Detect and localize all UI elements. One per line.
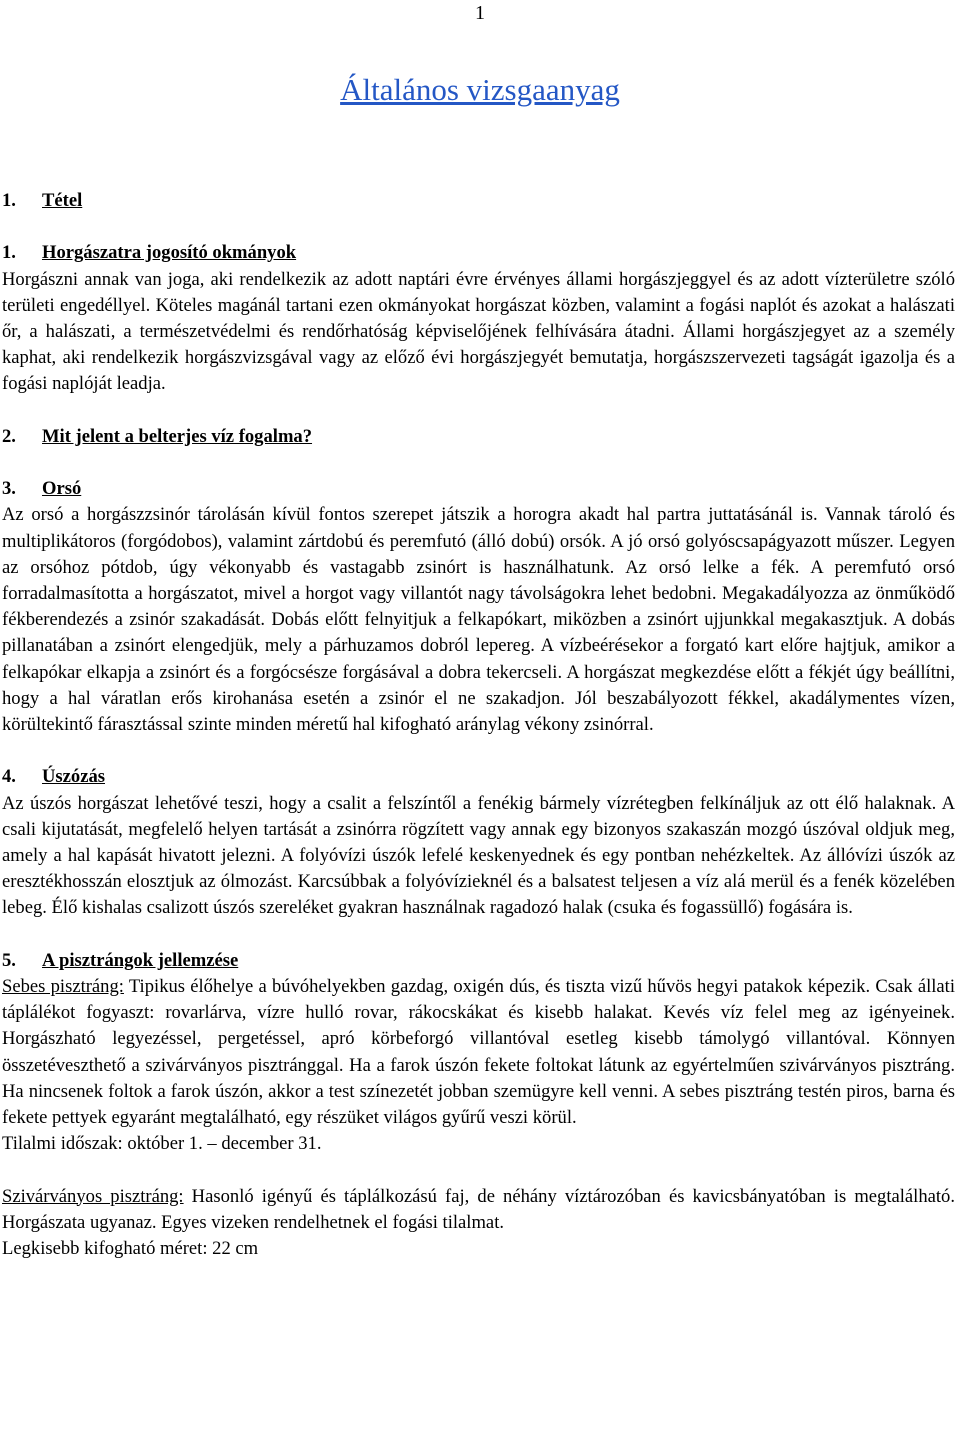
page-number: 1 (475, 2, 485, 24)
document-content (2, 188, 955, 1262)
trout-description: Hasonló igényű és táplálkozású faj, de néhány víztározóban és kavicsbányatóban is megtalálható. Horgászata ugyanaz. Egyes vizeken rendelhetnek el fogási tilalmat. (2, 1185, 955, 1233)
trout-closed-season: Tilalmi időszak: október 1. – december 31. (2, 1133, 322, 1155)
section-number: 2. (2, 425, 16, 447)
section-body-1: Horgászni annak van joga, aki rendelkezik az adott naptári évre érvényes állami horgászjeggyel és az adott vízterületre szóló területi engedéllyel. Köteles magánál tartani ezen okmányokat horgászat közben, valamint a fogási naplót és azokat a halászati őr, a halászati, a természetvédelmi és rendőrhatóság képviselőjének felhívására átadni. Állami horgászjegyet az a személy kaphat, aki rendelkezik horgászvizsgával vagy az előző évi horgászjegyét bemutatja, horgászszervezeti tagságát igazolja és a fogási naplóját leadja. (2, 268, 955, 395)
tetel-heading (2, 188, 955, 214)
section-heading-5 (2, 948, 955, 974)
section-heading-1 (2, 240, 955, 266)
document-title[interactable]: Általános vizsgaanyag (340, 72, 620, 107)
section-number: 5. (2, 949, 16, 971)
section-title: Mit jelent a belterjes víz fogalma? (42, 425, 313, 447)
section-body-3: Az orsó a horgászzsinór tárolásán kívül fontos szerepet játszik a horogra akadt hal partra juttatásánál is. Vannak tároló és multiplikátoros (forgódobos), valamint zártdobú és peremfutó (álló dobú) orsók. A jó orsó golyóscsapágyazott műszer. Legyen az orsóhoz pótdob, úgy vékonyabb és vastagabb zsinórt is használhatunk. Az orsó lelke a fék. A peremfutó orsó forradalmasította a horgászatot, mivel a horgot vagy villantót nagy távolságokra lehet bedobni. Megakadályozza az önműködő fékberendezés a zsinór szakadását. Dobás előtt felnyitjuk a felkapókart, miközben a zsinórt ujjunkkal megakasztjuk. A dobás pillanatában a zsinórt elengedjük, mely a párhuzamos dobról lepereg. A vízbeérésekor a forgató kart előre hajtjuk, amikor a felkapókar elkapja a zsinórt és a forgócsésze forgásával a dobra tekercseli. A horgászat megkezdése előtt a fékjét úgy beállítni, hogy a hal váratlan erős kirohanása esetén a zsinór el ne szakadjon. Jól beszabályozott fékkel, akadálymentes vízen, körültekintő fárasztással szinte minden méretű hal kifogható aránylag vékony zsinórral. (2, 504, 955, 736)
tetel-label: Tétel (42, 190, 83, 211)
trout-paragraph-szivarvanyos (2, 1184, 955, 1236)
section-number: 4. (2, 766, 16, 788)
section-title: A pisztrángok jellemzése (42, 949, 239, 971)
section-heading-4 (2, 764, 955, 790)
trout-paragraph-sebes (2, 974, 955, 1131)
section-number: 1. (2, 242, 16, 264)
section-heading-2 (2, 424, 955, 450)
section-number: 3. (2, 478, 16, 500)
section-title: Orsó (42, 478, 82, 500)
section-heading-3 (2, 476, 955, 502)
trout-name: Szivárványos pisztráng: (2, 1185, 184, 1207)
trout-description: Tipikus élőhelye a búvóhelyekben gazdag, oxigén dús, és tiszta vizű hűvös hegyi patakok képezik. Csak állati táplálékot fogyaszt: rovarlárva, vízre hulló rovar, rákocskákat és kisebb halakat. Kevés víz felel meg az igényeinek. Horgászható legyezéssel, pergetéssel, apró körbeforgó villantóval esetleg kisebb támolygó villantóval. Könnyen összetéveszthető a szivárványos pisztránggal. Ha a farok úszón fekete foltokat látunk az egyértelműen szivárványos pisztráng. Ha nincsenek foltok a farok úszón, akkor a test színezetét jobban szemügyre kell venni. A sebes pisztráng testén piros, barna és fekete pettyek egyaránt megtalálható, egy részüket világos gyűrű veszi körül. (2, 976, 955, 1129)
tetel-number: 1. (2, 190, 16, 211)
section-title: Horgászatra jogosító okmányok (42, 242, 297, 264)
section-title: Úszózás (42, 766, 105, 788)
trout-min-size: Legkisebb kifogható méret: 22 cm (2, 1238, 259, 1260)
trout-name: Sebes pisztráng: (2, 976, 124, 998)
section-body-4: Az úszós horgászat lehetővé teszi, hogy a csalit a felszíntől a fenékig bármely vízrétegben felkínáljuk az ott élő halaknak. A csali kijutatását, megfelelő helyen tartását a zsinórra rögzített vagy annak egy bizonyos szakaszán mozgó úszóval oldjuk meg, amely a hal kapását hivatott jelezni. A folyóvízi úszók lefelé keskenyednek és egy pontban nehézkeltek. Az állóvízi úszók az eresztékhosszán elosztjuk az ólmozást. Karcsúbbak a folyóvízieknél és a balsatest teljesen a víz alá merül és a fenék közelében lebeg. Élő kishalas csalizott úszós szereléket gyakran használnak ragadozó halak (csuka és fogassüllő) fogására is. (2, 792, 955, 919)
